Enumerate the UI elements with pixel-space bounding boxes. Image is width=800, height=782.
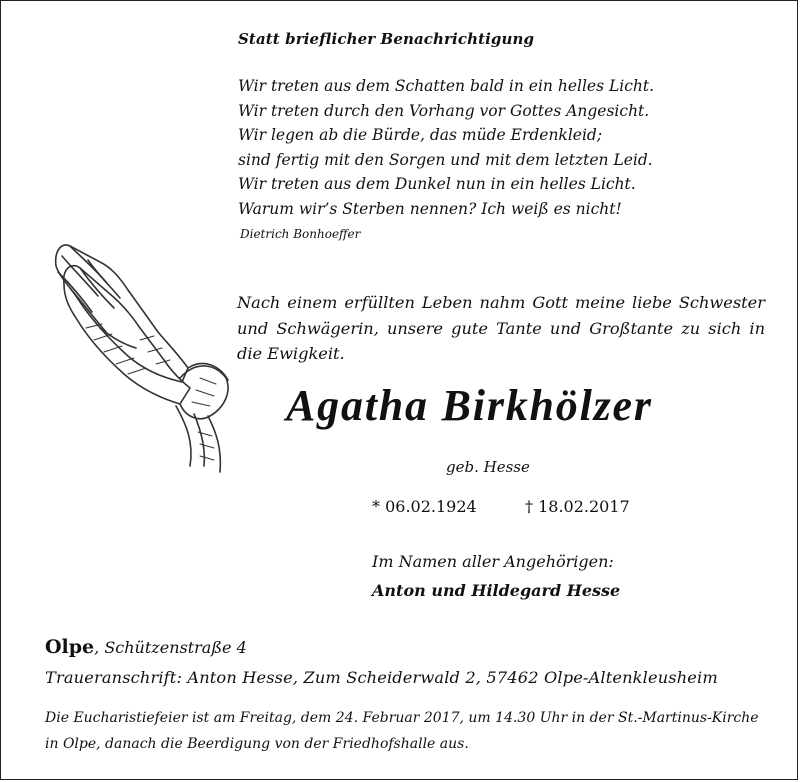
poem-line: Wir treten durch den Vorhang vor Gottes Angesicht. (238, 101, 650, 120)
city: Olpe (45, 636, 95, 658)
poem-author: Dietrich Bonhoeffer (240, 227, 361, 241)
behalf-line: Im Namen aller Angehörigen: (372, 552, 614, 571)
deceased-name: Agatha Birkhölzer (286, 381, 653, 430)
city-address-line (45, 636, 247, 658)
notice-header: Statt brieflicher Benachrichtigung (238, 30, 535, 48)
poem-line: Wir legen ab die Bürde, das müde Erdenkleid; (238, 126, 603, 145)
poem-line: Wir treten aus dem Schatten bald in ein helles Licht. (238, 77, 655, 95)
signers: Anton und Hildegard Hesse (372, 581, 621, 600)
birth-date: * 06.02.1924 (372, 497, 477, 516)
poem-line: Wir treten aus dem Dunkel nun in ein helles Licht. (238, 175, 636, 194)
address: , Schützenstraße 4 (94, 638, 247, 657)
poem-line: Warum wir’s Sterben nennen? Ich weiß es nicht! (238, 199, 622, 218)
poem-line: sind fertig mit den Sorgen und mit dem letzten Leid. (238, 150, 653, 169)
mourning-address: Traueranschrift: Anton Hesse, Zum Scheiderwald 2, 57462 Olpe-Altenkleusheim (45, 668, 718, 687)
death-date: † 18.02.2017 (525, 497, 630, 516)
birth-name: geb. Hesse (446, 458, 530, 476)
service-info: Die Eucharistiefeier ist am Freitag, dem 24. Februar 2017, um 14.30 Uhr in der St.-Martinus-Kirche in Olpe, danach die Beerdigung von der Friedhofshalle aus. (45, 710, 759, 752)
praying-hands-icon (40, 228, 240, 478)
intro-text: Nach einem erfüllten Leben nahm Gott meine liebe Schwester und Schwägerin, unsere gute Tante und Großtante zu sich in die Ewigkeit. (237, 293, 765, 363)
poem (238, 74, 654, 222)
